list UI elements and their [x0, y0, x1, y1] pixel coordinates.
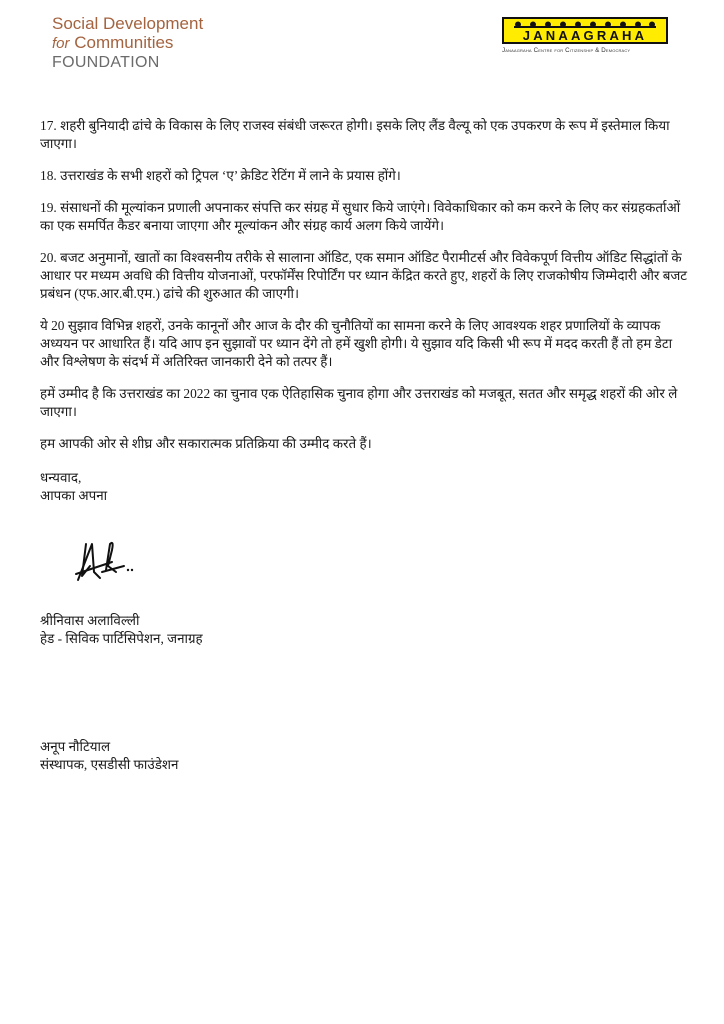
janaagraha-wordmark: JANAAGRAHA — [522, 27, 648, 41]
letter-body — [40, 117, 688, 467]
signer-title: हेड - सिविक पार्टिसिपेशन, जनाग्रह — [40, 631, 203, 646]
response-paragraph: हम आपकी ओर से शीघ्र और सकारात्मक प्रतिक्रिया की उम्मीद करते हैं। — [40, 436, 372, 451]
point-17: 17. शहरी बुनियादी ढांचे के विकास के लिए राजस्व संबंधी जरूरत होगी। इसके लिए लैंड वैल्यू को एक उपकरण के रूप में इस्तेमाल किया जाएगा। — [40, 118, 670, 151]
closing-thanks: धन्यवाद, — [40, 470, 82, 485]
point-18: 18. उत्तराखंड के सभी शहरों को ट्रिपल ‘ए’ क्रेडिट रेटिंग में लाने के प्रयास होंगे। — [40, 168, 401, 183]
sdc-logo-communities: Communities — [69, 33, 174, 52]
point-19: 19. संसाधनों की मूल्यांकन प्रणाली अपनाकर संपत्ति कर संग्रह में सुधार किये जाएंगे। विवेकाधिकार को कम करने के लिए कर संग्रहकर्ताओं का एक समर्पित कैडर बनाया जाएगा और मूल्यांकन और संग्रह कार्य अलग किये जायेंगे। — [40, 200, 681, 233]
sdc-logo-for: for — [52, 35, 70, 52]
signer-srinivas — [40, 612, 203, 648]
handwritten-signature — [72, 536, 152, 590]
signer-title: संस्थापक, एसडीसी फाउंडेशन — [40, 757, 179, 772]
closing-yours: आपका अपना — [40, 488, 108, 503]
sdc-foundation-logo — [52, 14, 203, 72]
janaagraha-logo — [502, 17, 672, 54]
sdc-logo-line3: FOUNDATION — [52, 54, 160, 71]
closing — [40, 469, 107, 505]
signature-icon — [72, 536, 152, 586]
janaagraha-wordmark-box — [502, 17, 668, 44]
hope-paragraph: हमें उम्मीद है कि उत्तराखंड का 2022 का चुनाव एक ऐतिहासिक चुनाव होगा और उत्तराखंड को मजबूत, सतत और समृद्ध शहरों की ओर ले जाएगा। — [40, 386, 678, 419]
summary-paragraph: ये 20 सुझाव विभिन्न शहरों, उनके कानूनों और आज के दौर की चुनौतियों का सामना करने के लिए आवश्यक शहर प्रणालियों के व्यापक अध्ययन पर आधारित हैं। यदि आप इन सुझावों पर ध्यान देंगे तो हमें खुशी होगी। ये सुझाव यदि किसी भी रूप में मदद करती हैं तो हम डेटा और विश्लेषण के संदर्भ में अतिरिक्त जानकारी देने को तत्पर हैं। — [40, 318, 673, 369]
signer-name: अनूप नौटियाल — [40, 739, 111, 754]
janaagraha-figures-icon — [510, 21, 660, 41]
signer-name: श्रीनिवास अलाविल्ली — [40, 613, 140, 628]
signer-anoop — [40, 738, 178, 774]
sdc-logo-line2 — [52, 33, 203, 53]
point-20: 20. बजट अनुमानों, खातों का विश्वसनीय तरीके से सालाना ऑडिट, एक समान ऑडिट पैरामीटर्स और विवेकपूर्ण वित्तीय ऑडिट सिद्धांतों के आधार पर मध्यम अवधि की वित्तीय योजनाओं, परफॉर्मेंस रिपोर्टिंग पर ध्यान केंद्रित करते हुए, शहरों के लिए राजकोषीय जिम्मेदारी और बजट प्रबंधन (एफ.आर.बी.एम.) ढांचे की शुरुआत की जाएगी। — [40, 250, 688, 301]
janaagraha-tagline: Janaagraha Centre for Citizenship & Democracy — [502, 47, 631, 54]
sdc-logo-line1: Social Development — [52, 14, 204, 33]
